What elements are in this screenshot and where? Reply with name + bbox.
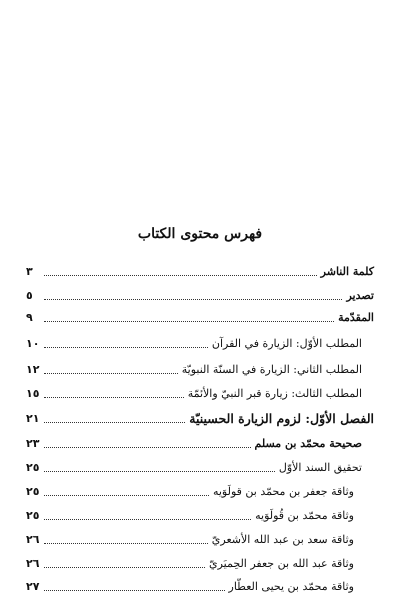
toc-entry [26,261,374,279]
dot-leader [44,397,184,398]
toc-entry-page: ٢٥ [26,509,40,522]
toc-entry [26,576,374,594]
dot-leader [44,590,225,591]
toc-entry [26,285,374,303]
toc-entry-page: ٥ [26,289,33,302]
toc-entry-label: المطلب الثالث: زيارة قبر النبيّ والأئمّة [187,387,362,400]
toc-entry [26,457,374,475]
dot-leader [44,373,178,374]
toc-entry-page: ١٥ [26,387,40,400]
toc-entry-page: ٢٦ [26,557,40,570]
toc-entry-page: ١٢ [26,363,40,376]
toc-entry [26,433,374,451]
dot-leader [44,347,208,348]
dot-leader [44,543,208,544]
toc-entry-page: ٢٥ [26,485,40,498]
dot-leader [44,321,334,322]
toc-entry [26,307,374,325]
toc-entry-page: ٢٣ [26,437,40,450]
toc-entry-page: ٣ [26,265,33,278]
dot-leader [44,519,251,520]
toc-entry [26,481,374,499]
toc-entry-page: ٢٦ [26,533,40,546]
page-title: فهرس محتوى الكتاب [137,226,263,242]
toc-entry [26,359,374,377]
toc-entry-label: تحقيق السند الأوّل [278,461,362,474]
toc-entry-label: وثاقة سعد بن عبد الله الأشعريّ [211,533,354,546]
toc-entry [26,553,374,571]
toc-entry-page: ٢٥ [26,461,40,474]
dot-leader [44,275,317,276]
toc-entry-label: المطلب الأوّل: الزيارة في القرآن [211,337,362,350]
dot-leader [44,299,342,300]
toc-entry [26,333,374,351]
table-of-contents [26,0,374,610]
toc-entry-label: كلمة الناشر [320,265,374,278]
toc-chapter-entry [26,408,374,426]
toc-entry-page: ١٠ [26,337,40,350]
dot-leader [44,447,251,448]
toc-entry-label: وثاقة محمّد بن يحيى العطّار [228,580,354,593]
toc-entry-page: ٩ [26,311,33,324]
toc-entry [26,383,374,401]
toc-entry-label: تصدير [346,289,374,302]
dot-leader [44,422,185,423]
dot-leader [44,495,209,496]
toc-entry-label: وثاقة جعفر بن محمّد بن قولَوَيه [212,485,354,498]
toc-entry-page: ٢١ [26,412,40,425]
toc-entry [26,529,374,547]
toc-entry-label: المطلب الثاني: الزيارة في السنّة النبويّة [181,363,362,376]
toc-entry-label: صحيحة محمّد بن مسلم [254,437,362,450]
toc-entry [26,505,374,523]
toc-entry-label: وثاقة محمّد بن قُولَوَيه [255,509,354,522]
toc-entry-page: ٢٧ [26,580,40,593]
dot-leader [44,471,275,472]
toc-entry-label: وثاقة عبد الله بن جعفر الحِميَريّ [208,557,354,570]
toc-entry-label: الفصل الأوّل: لزوم الزيارة الحسينيّة [189,411,374,426]
toc-entry-label: المقدّمة [338,311,374,324]
dot-leader [44,567,205,568]
